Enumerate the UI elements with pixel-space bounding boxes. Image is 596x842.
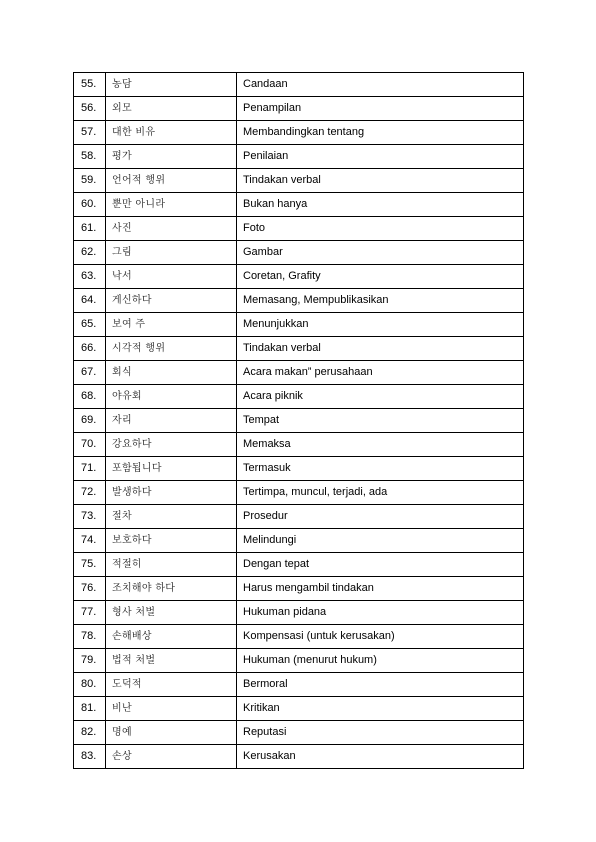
row-number-cell: 63. bbox=[74, 265, 106, 289]
korean-term-cell: 회식 bbox=[106, 361, 237, 385]
korean-term-cell: 명예 bbox=[106, 721, 237, 745]
table-row bbox=[74, 385, 524, 409]
korean-term-cell: 자리 bbox=[106, 409, 237, 433]
row-number-cell: 72. bbox=[74, 481, 106, 505]
row-number-cell: 62. bbox=[74, 241, 106, 265]
table-row bbox=[74, 265, 524, 289]
indonesian-translation-cell: Kritikan bbox=[237, 697, 524, 721]
korean-term-cell: 뿐만 아니라 bbox=[106, 193, 237, 217]
row-number-cell: 83. bbox=[74, 745, 106, 769]
row-number-cell: 56. bbox=[74, 97, 106, 121]
korean-term-cell: 손상 bbox=[106, 745, 237, 769]
table-row bbox=[74, 73, 524, 97]
korean-term-cell: 시각적 행위 bbox=[106, 337, 237, 361]
table-row bbox=[74, 169, 524, 193]
indonesian-translation-cell: Prosedur bbox=[237, 505, 524, 529]
vocabulary-table bbox=[73, 72, 524, 769]
row-number-cell: 60. bbox=[74, 193, 106, 217]
indonesian-translation-cell: Tempat bbox=[237, 409, 524, 433]
indonesian-translation-cell: Acara piknik bbox=[237, 385, 524, 409]
row-number-cell: 67. bbox=[74, 361, 106, 385]
row-number-cell: 71. bbox=[74, 457, 106, 481]
indonesian-translation-cell: Reputasi bbox=[237, 721, 524, 745]
table-row bbox=[74, 433, 524, 457]
korean-term-cell: 형사 처벌 bbox=[106, 601, 237, 625]
row-number-cell: 75. bbox=[74, 553, 106, 577]
indonesian-translation-cell: Penilaian bbox=[237, 145, 524, 169]
korean-term-cell: 도덕적 bbox=[106, 673, 237, 697]
indonesian-translation-cell: Kerusakan bbox=[237, 745, 524, 769]
korean-term-cell: 손해배상 bbox=[106, 625, 237, 649]
indonesian-translation-cell: Tindakan verbal bbox=[237, 337, 524, 361]
indonesian-translation-cell: Termasuk bbox=[237, 457, 524, 481]
indonesian-translation-cell: Bukan hanya bbox=[237, 193, 524, 217]
korean-term-cell: 언어적 행위 bbox=[106, 169, 237, 193]
row-number-cell: 81. bbox=[74, 697, 106, 721]
table-row bbox=[74, 697, 524, 721]
indonesian-translation-cell: Harus mengambil tindakan bbox=[237, 577, 524, 601]
korean-term-cell: 절차 bbox=[106, 505, 237, 529]
table-row bbox=[74, 529, 524, 553]
row-number-cell: 65. bbox=[74, 313, 106, 337]
row-number-cell: 68. bbox=[74, 385, 106, 409]
row-number-cell: 59. bbox=[74, 169, 106, 193]
indonesian-translation-cell: Gambar bbox=[237, 241, 524, 265]
row-number-cell: 61. bbox=[74, 217, 106, 241]
table-row bbox=[74, 121, 524, 145]
row-number-cell: 57. bbox=[74, 121, 106, 145]
table-row bbox=[74, 97, 524, 121]
indonesian-translation-cell: Tertimpa, muncul, terjadi, ada bbox=[237, 481, 524, 505]
row-number-cell: 78. bbox=[74, 625, 106, 649]
indonesian-translation-cell: Kompensasi (untuk kerusakan) bbox=[237, 625, 524, 649]
korean-term-cell: 사진 bbox=[106, 217, 237, 241]
indonesian-translation-cell: Dengan tepat bbox=[237, 553, 524, 577]
korean-term-cell: 그림 bbox=[106, 241, 237, 265]
korean-term-cell: 비난 bbox=[106, 697, 237, 721]
table-row bbox=[74, 745, 524, 769]
korean-term-cell: 발생하다 bbox=[106, 481, 237, 505]
indonesian-translation-cell: Memaksa bbox=[237, 433, 524, 457]
korean-term-cell: 적절히 bbox=[106, 553, 237, 577]
table-row bbox=[74, 313, 524, 337]
table-row bbox=[74, 193, 524, 217]
row-number-cell: 74. bbox=[74, 529, 106, 553]
indonesian-translation-cell: Foto bbox=[237, 217, 524, 241]
row-number-cell: 69. bbox=[74, 409, 106, 433]
korean-term-cell: 외모 bbox=[106, 97, 237, 121]
indonesian-translation-cell: Penampilan bbox=[237, 97, 524, 121]
indonesian-translation-cell: Hukuman (menurut hukum) bbox=[237, 649, 524, 673]
indonesian-translation-cell: Hukuman pidana bbox=[237, 601, 524, 625]
row-number-cell: 66. bbox=[74, 337, 106, 361]
indonesian-translation-cell: Melindungi bbox=[237, 529, 524, 553]
korean-term-cell: 강요하다 bbox=[106, 433, 237, 457]
table-row bbox=[74, 361, 524, 385]
row-number-cell: 82. bbox=[74, 721, 106, 745]
indonesian-translation-cell: Bermoral bbox=[237, 673, 524, 697]
vocabulary-table-body bbox=[74, 73, 524, 769]
table-row bbox=[74, 553, 524, 577]
row-number-cell: 70. bbox=[74, 433, 106, 457]
korean-term-cell: 농담 bbox=[106, 73, 237, 97]
table-row bbox=[74, 217, 524, 241]
korean-term-cell: 법적 처벌 bbox=[106, 649, 237, 673]
row-number-cell: 64. bbox=[74, 289, 106, 313]
row-number-cell: 58. bbox=[74, 145, 106, 169]
table-row bbox=[74, 721, 524, 745]
row-number-cell: 77. bbox=[74, 601, 106, 625]
korean-term-cell: 게신하다 bbox=[106, 289, 237, 313]
indonesian-translation-cell: Coretan, Grafity bbox=[237, 265, 524, 289]
korean-term-cell: 대한 비유 bbox=[106, 121, 237, 145]
korean-term-cell: 조치해야 하다 bbox=[106, 577, 237, 601]
table-row bbox=[74, 625, 524, 649]
row-number-cell: 80. bbox=[74, 673, 106, 697]
table-row bbox=[74, 577, 524, 601]
indonesian-translation-cell: Memasang, Mempublikasikan bbox=[237, 289, 524, 313]
table-row bbox=[74, 289, 524, 313]
indonesian-translation-cell: Candaan bbox=[237, 73, 524, 97]
row-number-cell: 79. bbox=[74, 649, 106, 673]
korean-term-cell: 포함됩니다 bbox=[106, 457, 237, 481]
row-number-cell: 55. bbox=[74, 73, 106, 97]
indonesian-translation-cell: Membandingkan tentang bbox=[237, 121, 524, 145]
indonesian-translation-cell: Tindakan verbal bbox=[237, 169, 524, 193]
table-row bbox=[74, 337, 524, 361]
table-row bbox=[74, 409, 524, 433]
indonesian-translation-cell: Menunjukkan bbox=[237, 313, 524, 337]
table-row bbox=[74, 241, 524, 265]
row-number-cell: 73. bbox=[74, 505, 106, 529]
korean-term-cell: 야유회 bbox=[106, 385, 237, 409]
korean-term-cell: 보호하다 bbox=[106, 529, 237, 553]
korean-term-cell: 보여 주 bbox=[106, 313, 237, 337]
korean-term-cell: 낙서 bbox=[106, 265, 237, 289]
indonesian-translation-cell: Acara makan” perusahaan bbox=[237, 361, 524, 385]
table-row bbox=[74, 145, 524, 169]
row-number-cell: 76. bbox=[74, 577, 106, 601]
table-row bbox=[74, 601, 524, 625]
table-row bbox=[74, 505, 524, 529]
table-row bbox=[74, 481, 524, 505]
korean-term-cell: 평가 bbox=[106, 145, 237, 169]
table-row bbox=[74, 673, 524, 697]
table-row bbox=[74, 457, 524, 481]
table-row bbox=[74, 649, 524, 673]
